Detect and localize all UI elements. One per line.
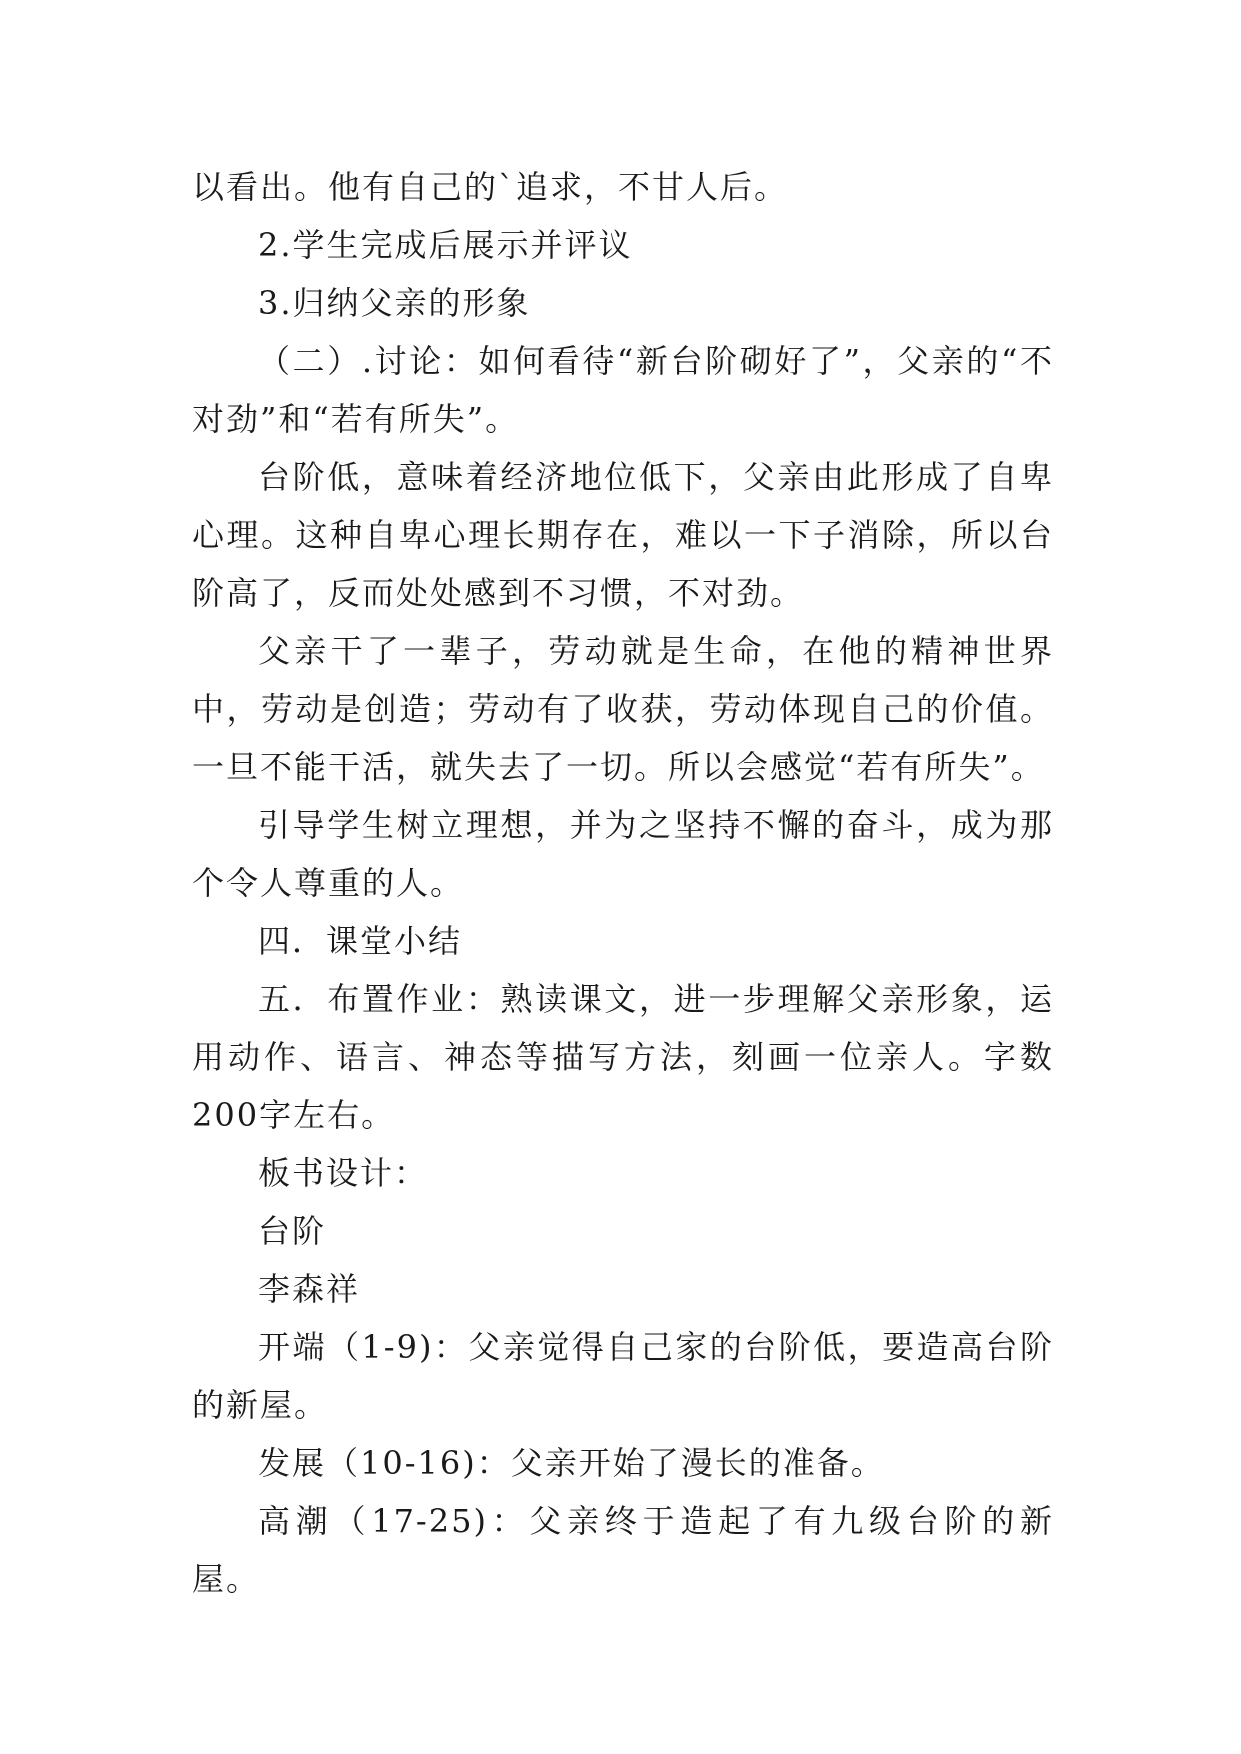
paragraph: 引导学生树立理想，并为之坚持不懈的奋斗，成为那个令人尊重的人。	[192, 806, 1054, 902]
document-body	[192, 158, 1054, 1608]
board-item: 开端（1-9)：父亲觉得自己家的台阶低，要造高台阶的新屋。	[192, 1328, 1054, 1424]
paragraph: 以看出。他有自己的`追求，不甘人后。	[192, 168, 789, 206]
paragraph: 父亲干了一辈子，劳动就是生命，在他的精神世界中，劳动是创造；劳动有了收获，劳动体现自己的价值。一旦不能干活，就失去了一切。所以会感觉“若有所失”。	[192, 632, 1054, 786]
paragraph: 3.归纳父亲的形象	[258, 284, 531, 322]
paragraph: 台阶低，意味着经济地位低下，父亲由此形成了自卑心理。这种自卑心理长期存在，难以一下子消除，所以台阶高了，反而处处感到不习惯，不对劲。	[192, 458, 1054, 612]
paragraph: （二）.讨论：如何看待“新台阶砌好了”，父亲的“不对劲”和“若有所失”。	[192, 342, 1054, 438]
board-item: 高潮（17-25)：父亲终于造起了有九级台阶的新屋。	[192, 1502, 1054, 1598]
section-heading: 五．布置作业：熟读课文，进一步理解父亲形象，运用动作、语言、神态等描写方法，刻画一位亲人。字数200字左右。	[192, 980, 1054, 1134]
section-heading: 四．课堂小结	[258, 922, 463, 960]
paragraph: 板书设计：	[258, 1154, 429, 1192]
board-title: 台阶	[258, 1212, 327, 1250]
paragraph: 2.学生完成后展示并评议	[258, 226, 633, 264]
board-item: 发展（10-16)：父亲开始了漫长的准备。	[258, 1444, 885, 1482]
board-author: 李森祥	[258, 1270, 361, 1308]
